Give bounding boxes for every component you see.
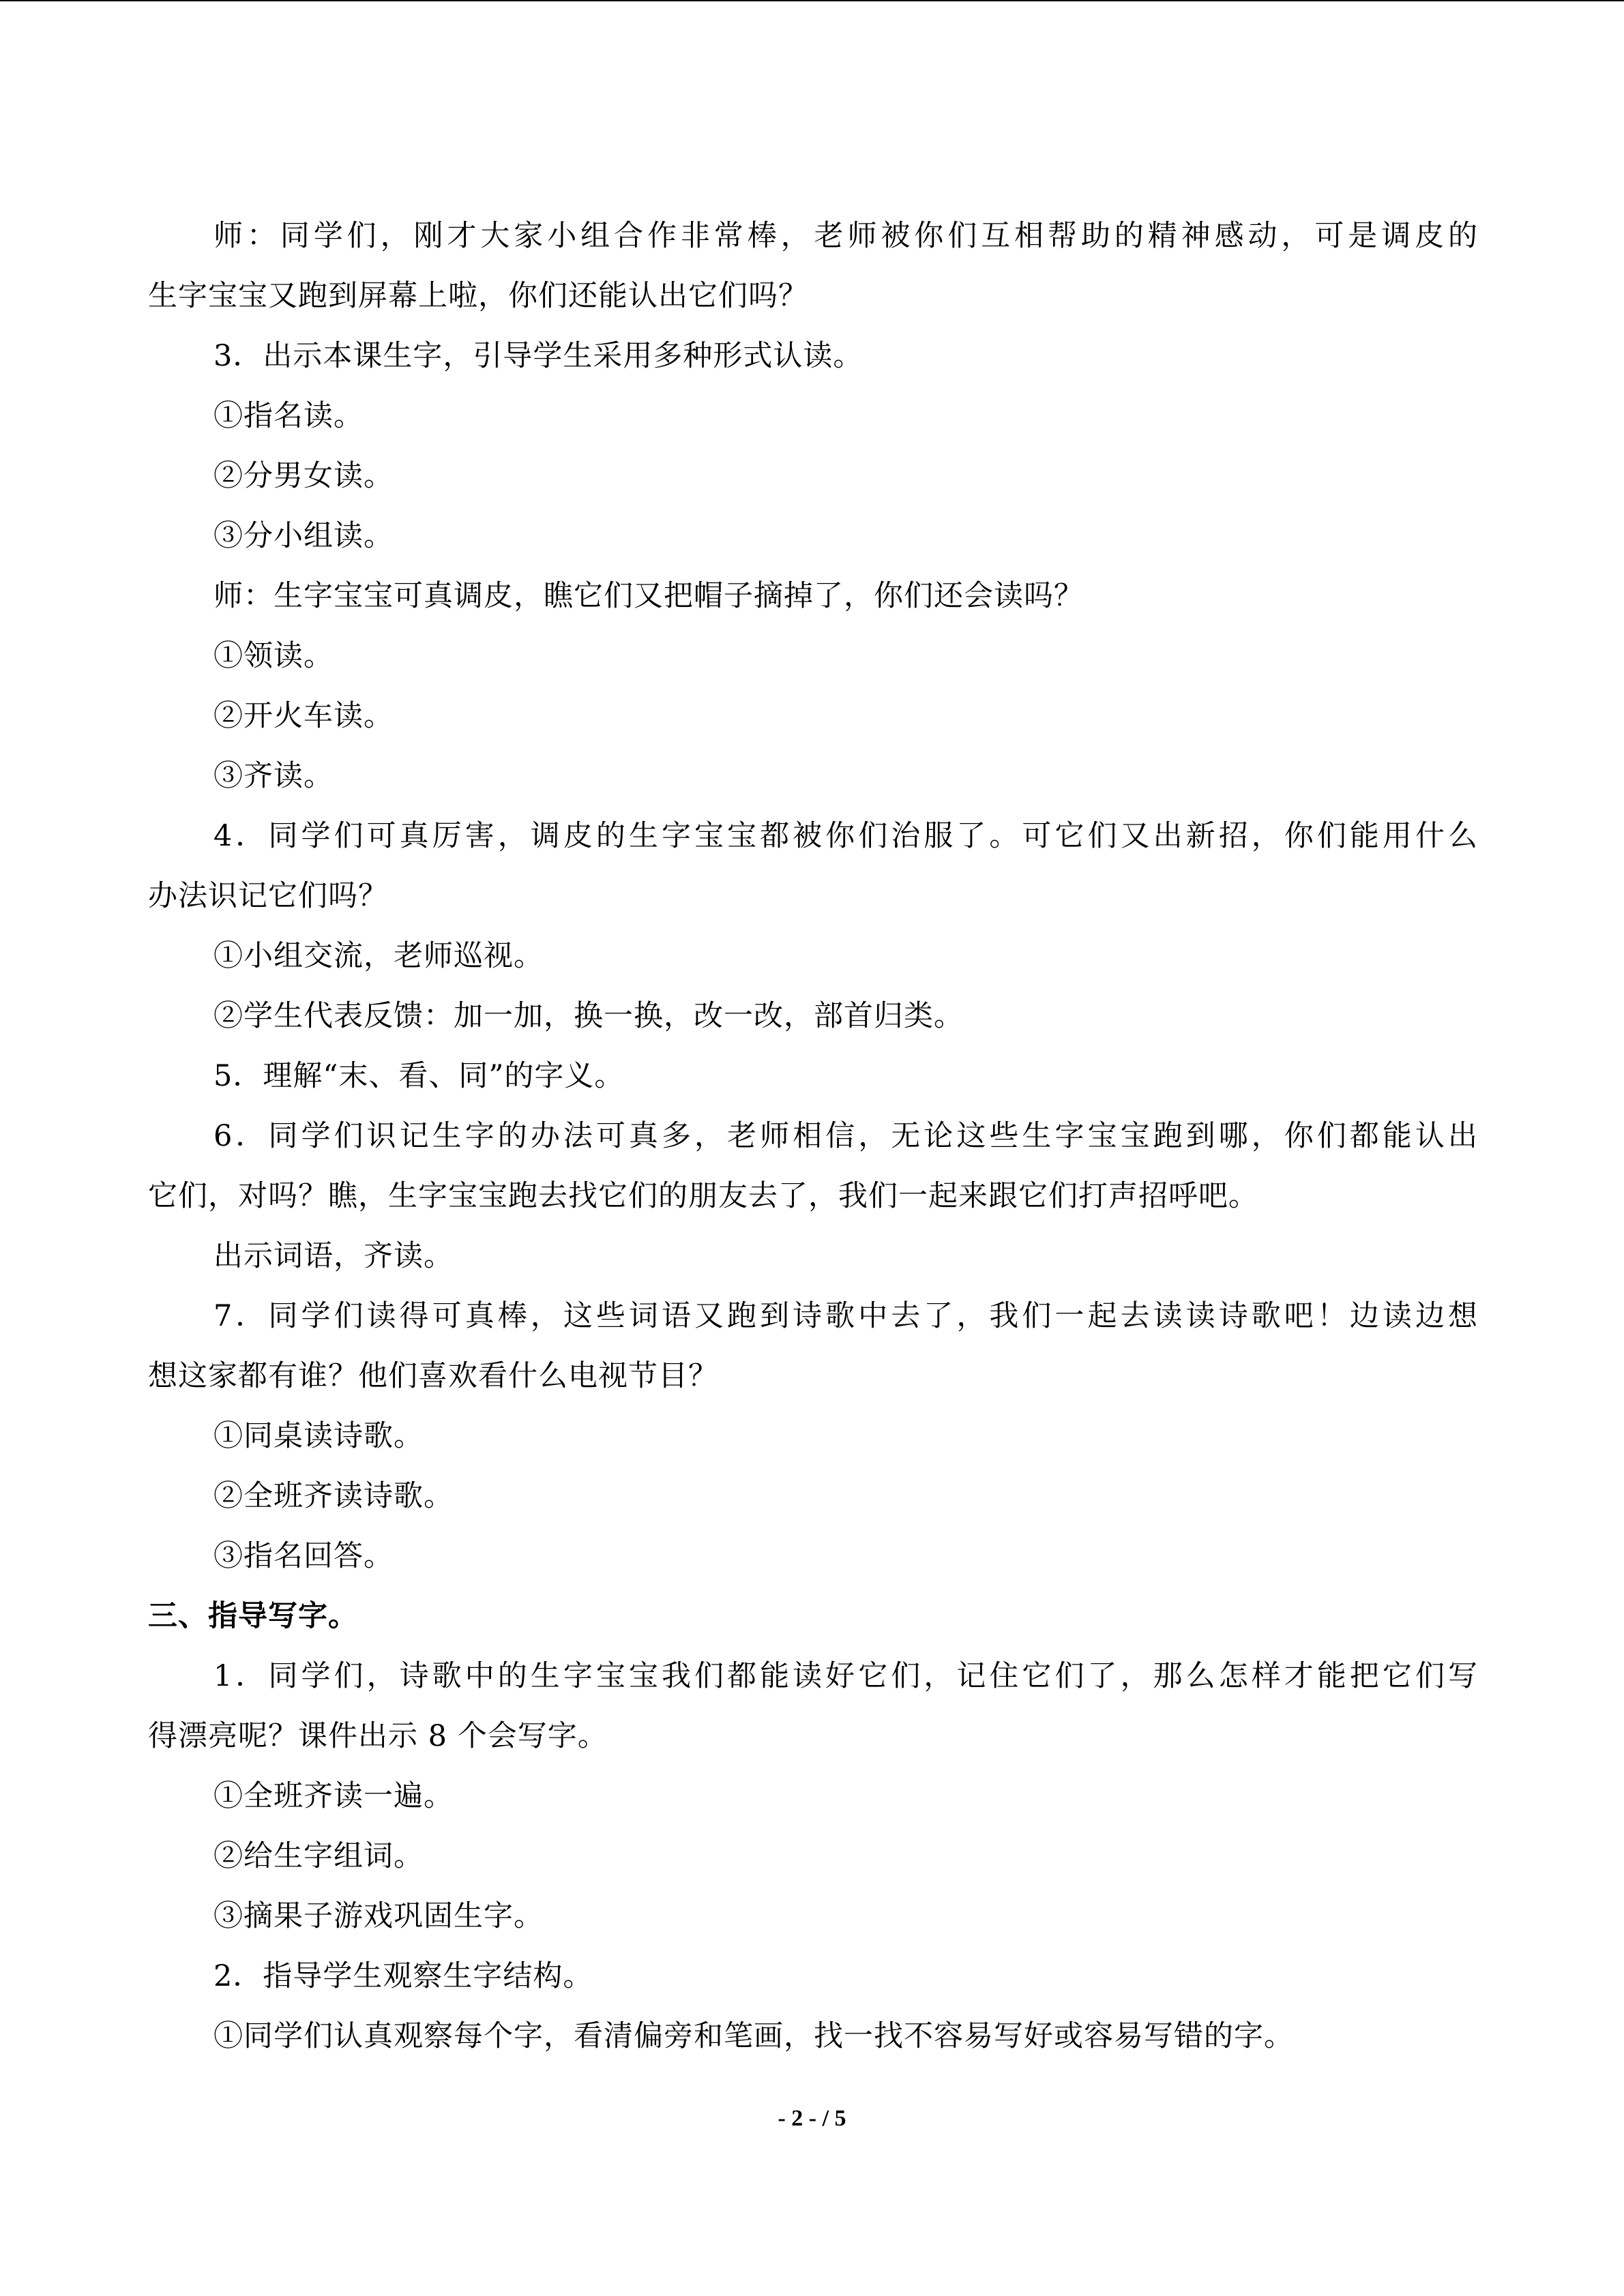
paragraph-line: 7．同学们读得可真棒，这些词语又跑到诗歌中去了，我们一起去读读诗歌吧！边读边想 xyxy=(213,1299,1478,1333)
paragraph-line: 得漂亮呢？课件出示 8 个会写字。 xyxy=(148,1719,608,1753)
paragraph-line: 师：生字宝宝可真调皮，瞧它们又把帽子摘掉了，你们还会读吗？ xyxy=(213,579,1084,613)
list-item: ①领读。 xyxy=(213,639,334,673)
paragraph-line: 生字宝宝又跑到屏幕上啦，你们还能认出它们吗？ xyxy=(148,279,808,313)
paragraph-line: 4．同学们可真厉害，调皮的生字宝宝都被你们治服了。可它们又出新招，你们能用什么 xyxy=(213,819,1478,853)
paragraph-line: 6．同学们识记生字的办法可真多，老师相信，无论这些生字宝宝跑到哪，你们都能认出 xyxy=(213,1119,1478,1153)
document-body xyxy=(148,206,1478,2066)
list-item: ①小组交流，老师巡视。 xyxy=(213,939,544,973)
paragraph-line: 2．指导学生观察生字结构。 xyxy=(213,1959,593,1993)
list-item: ①同学们认真观察每个字，看清偏旁和笔画，找一找不容易写好或容易写错的字。 xyxy=(213,2019,1294,2053)
page-number: - 2 - / 5 xyxy=(778,2106,846,2131)
list-item: ③齐读。 xyxy=(213,759,334,793)
list-item: ③指名回答。 xyxy=(213,1539,394,1573)
list-item: ②全班齐读诗歌。 xyxy=(213,1479,454,1513)
paragraph-line: 师：同学们，刚才大家小组合作非常棒，老师被你们互相帮助的精神感动，可是调皮的 xyxy=(213,219,1478,253)
paragraph-line: 1．同学们，诗歌中的生字宝宝我们都能读好它们，记住它们了，那么怎样才能把它们写 xyxy=(213,1659,1478,1693)
list-item: ③摘果子游戏巩固生字。 xyxy=(213,1899,544,1933)
list-item: ①同桌读诗歌。 xyxy=(213,1419,424,1453)
list-item: ②学生代表反馈：加一加，换一换，改一改，部首归类。 xyxy=(213,999,964,1033)
paragraph-line: 它们，对吗？瞧，生字宝宝跑去找它们的朋友去了，我们一起来跟它们打声招呼吧。 xyxy=(148,1179,1258,1213)
paragraph-line: 出示词语，齐读。 xyxy=(213,1239,454,1273)
list-item: ②分男女读。 xyxy=(213,459,394,493)
list-item: ②给生字组词。 xyxy=(213,1839,424,1873)
list-item: ①全班齐读一遍。 xyxy=(213,1779,454,1813)
paragraph-line: 想这家都有谁？他们喜欢看什么电视节目？ xyxy=(148,1359,718,1393)
list-item: ②开火车读。 xyxy=(213,699,394,733)
paragraph-line: 3．出示本课生字，引导学生采用多种形式认读。 xyxy=(213,339,863,373)
paragraph-line: 办法识记它们吗？ xyxy=(148,879,388,913)
list-item: ①指名读。 xyxy=(213,399,364,433)
section-heading: 三、指导写字。 xyxy=(148,1599,358,1633)
list-item: ③分小组读。 xyxy=(213,519,394,553)
paragraph-line: 5．理解“末、看、同”的字义。 xyxy=(213,1059,625,1093)
